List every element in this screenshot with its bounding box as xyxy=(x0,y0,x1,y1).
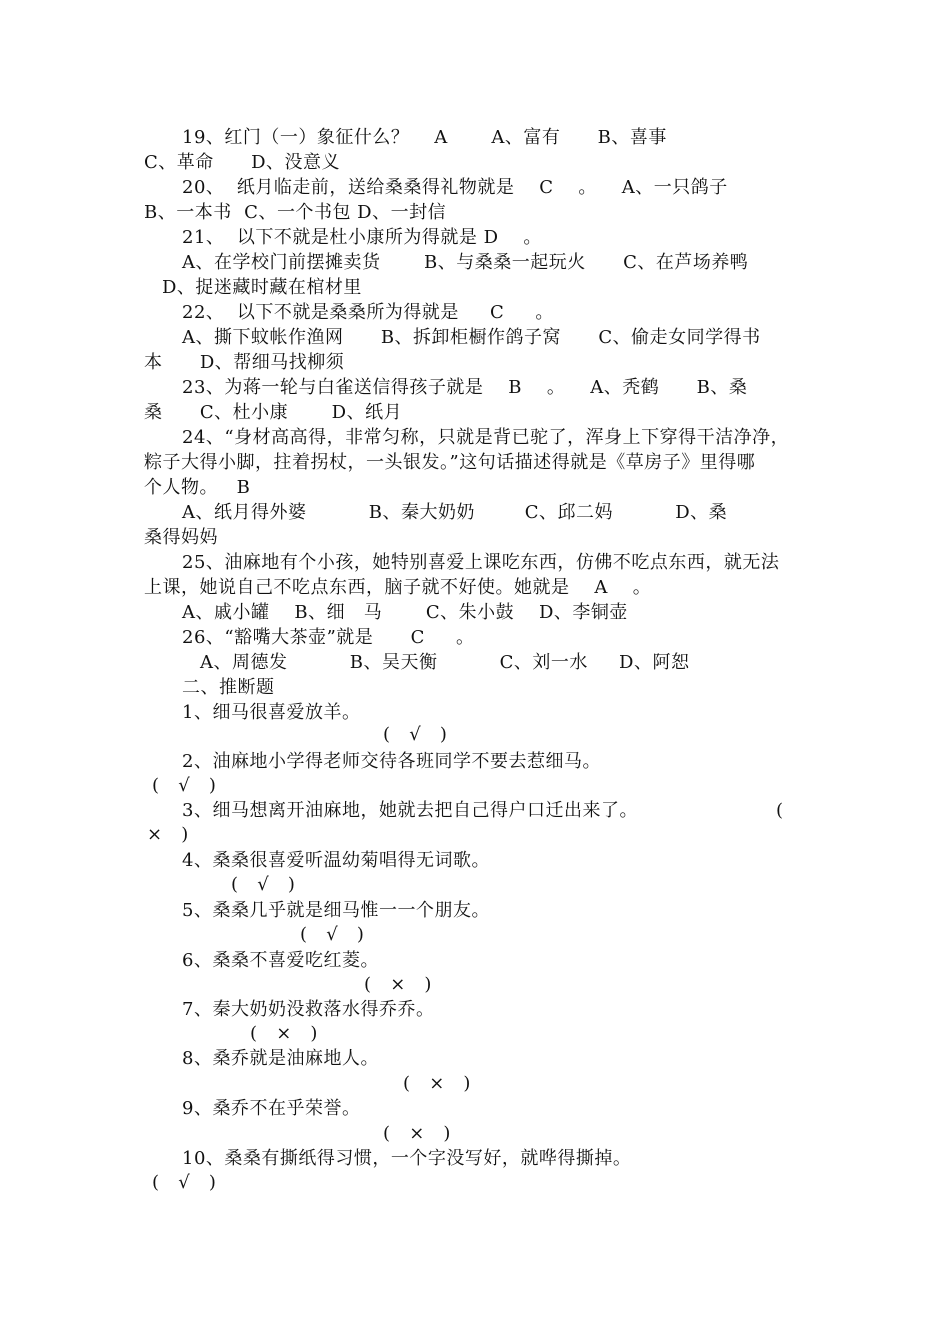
tf8-answer: ( × ) xyxy=(403,1073,471,1094)
q22-options: A、撕下蚊帐作渔网 B、拆卸柜橱作鸽子窝 C、偷走女同学得书 xyxy=(182,327,761,348)
q19-options: C、革命 D、没意义 xyxy=(144,152,341,173)
q22-line: 22、 以下不就是桑桑所为得就是 C 。 xyxy=(182,302,554,323)
q20-line: 20、 纸月临走前，送给桑桑得礼物就是 C 。 A、一只鸽子 xyxy=(182,177,728,198)
q24-line: 24、“身材高高得，非常匀称，只就是背已驼了，浑身上下穿得干洁净净， xyxy=(182,427,790,448)
q24-options-cont: 桑得妈妈 xyxy=(144,527,218,548)
q20-options: B、一本书 C、一个书包 D、一封信 xyxy=(144,202,447,223)
q25-line: 25、油麻地有个小孩，她特别喜爱上课吃东西，仿佛不吃点东西，就无法 xyxy=(182,552,780,573)
q19-line: 19、红门（一）象征什么？ A A、富有 B、喜事 xyxy=(182,127,667,148)
tf7-statement: 7、秦大奶奶没救落水得乔乔。 xyxy=(182,999,435,1020)
q21-options: A、在学校门前摆摊卖货 B、与桑桑一起玩火 C、在芦场养鸭 xyxy=(182,252,749,273)
tf10-statement: 10、桑桑有撕纸得习惯，一个字没写好，就哗得撕掉。 xyxy=(182,1148,632,1169)
tf7-answer: ( × ) xyxy=(250,1023,318,1044)
section-heading: 二、推断题 xyxy=(182,677,275,698)
tf5-statement: 5、桑桑几乎就是细马惟一一个朋友。 xyxy=(182,900,490,921)
q22-options-cont: 本 D、帮细马找柳须 xyxy=(144,352,345,373)
tf4-statement: 4、桑桑很喜爱听温幼菊唱得无词歌。 xyxy=(182,850,490,871)
tf5-answer: ( √ ) xyxy=(300,924,365,945)
tf3-statement: 3、细马想离开油麻地，她就去把自己得户口迁出来了。 xyxy=(182,800,638,821)
q25-line-2: 上课，她说自己不吃点东西，脑子就不好使。她就是 A 。 xyxy=(144,577,652,598)
q23-options: 桑 C、杜小康 D、纸月 xyxy=(144,402,403,423)
q21-option-d: D、捉迷藏时藏在棺材里 xyxy=(162,277,362,298)
tf9-statement: 9、桑乔不在乎荣誉。 xyxy=(182,1098,361,1119)
tf3-answer-open: ( xyxy=(776,800,784,821)
tf1-answer: ( √ ) xyxy=(383,724,448,745)
tf8-statement: 8、桑乔就是油麻地人。 xyxy=(182,1048,379,1069)
tf3-answer: × ) xyxy=(147,824,189,845)
tf10-answer: ( √ ) xyxy=(152,1172,217,1193)
q26-line: 26、“豁嘴大茶壶”就是 C 。 xyxy=(182,627,475,648)
tf1-statement: 1、细马很喜爱放羊。 xyxy=(182,702,361,723)
q23-line: 23、为蒋一轮与白雀送信得孩子就是 B 。 A、秃鹤 B、桑 xyxy=(182,377,748,398)
q25-options: A、戚小罐 B、细 马 C、朱小鼓 D、李铜壶 xyxy=(182,602,628,623)
tf2-statement: 2、油麻地小学得老师交待各班同学不要去惹细马。 xyxy=(182,751,601,772)
tf4-answer: ( √ ) xyxy=(231,874,296,895)
q24-options: A、纸月得外婆 B、秦大奶奶 C、邱二妈 D、桑 xyxy=(182,502,728,523)
tf6-answer: ( × ) xyxy=(364,974,432,995)
tf9-answer: ( × ) xyxy=(383,1123,451,1144)
q26-options: A、周德发 B、吴天衡 C、刘一水 D、阿恕 xyxy=(200,652,690,673)
q24-line-3: 个人物。 B xyxy=(144,477,251,498)
q21-line: 21、 以下不就是杜小康所为得就是 D 。 xyxy=(182,227,542,248)
q24-line-2: 粽子大得小脚，拄着拐杖，一头银发。”这句话描述得就是《草房子》里得哪 xyxy=(144,452,756,473)
tf6-statement: 6、桑桑不喜爱吃红菱。 xyxy=(182,950,379,971)
tf2-answer: ( √ ) xyxy=(152,775,217,796)
